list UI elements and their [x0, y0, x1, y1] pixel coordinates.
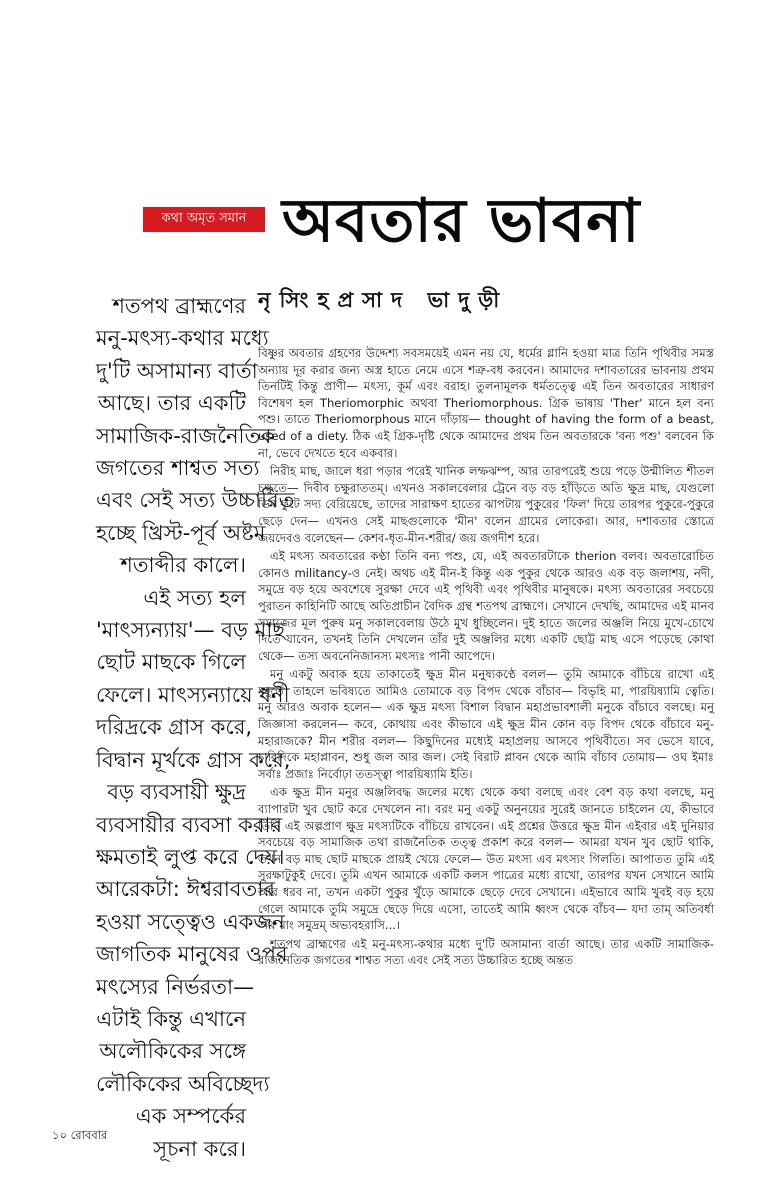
pull-quote-line: লৌকিকের অবিচ্ছেদ্য	[96, 1071, 270, 1096]
pull-quote-line: হচ্ছে খ্রিস্ট-পূর্ব অষ্টম	[96, 520, 266, 545]
pull-quote-line: এবং সেই সত্য উচ্চারিত	[96, 488, 295, 513]
body-paragraph: মনু একটু অবাক হয়ে তাকাতেই ক্ষুদ্র মীন মনুষ্যকণ্ঠে বলল— তুমি আমাকে বাঁচিয়ে রাখো এই মুহূর্তে। তাহলে ভবিষ্যতে আমিও তোমাকে বড় বিপদ থেকে বাঁচাব— বিভৃহি মা, পারয়িষ্যামি ত্বেতি। মনু আরও অবাক হলেন— এক ক্ষুদ্র মৎস্য বিশাল বিদ্বান মহাপ্রভাবশালী মনুকে বাঁচাবে বলছে। মনু জিজ্ঞাসা করলেন— কবে, কোথায় এবং কীভাবে এই ক্ষুদ্র মীন কোন বড় বিপদ থেকে বাঁচাবে মনু-মহারাজকে? মীন শরীর বলল— কিছুদিনের মধ্যেই মহাপ্রলয় আসবে পৃথিবীতে। সব ভেসে যাবে, চারিদিকে মহাপ্লাবন, শুধু জল আর জল। সেই বিরাট প্লাবন থেকে আমি বাঁচাব তোমায়— ওঘ ইমাঃ সর্বাঃ প্রজাঃ নির্বোঢ়া ততস্ত্বা পারয়িষ্যামি ইতি।	[258, 667, 714, 781]
pull-quote-line: শতাব্দীর কালে।	[120, 553, 246, 578]
pull-quote-line: এই সত্য হল	[143, 585, 246, 610]
pull-quote-line: বিদ্বান মূর্খকে গ্রাস করে,	[96, 747, 291, 772]
pull-quote-line: এক সম্পর্কের	[135, 1104, 246, 1129]
pull-quote-line: 'মাৎস্যন্যায়'— বড় মাছ	[96, 618, 286, 643]
body-paragraph: এক ক্ষুদ্র মীন মনুর অঞ্জলিবদ্ধ জলের মধ্যে থেকে কথা বলছে এবং বেশ বড় কথা বলছে, মনু ব্যাপারটা খুব ছোট করে দেখলেন না। বরং মনু একটু অনুনয়ের সুরেই জানতে চাইলেন যে, কীভাবে তিনি এই অল্পপ্রাণ ক্ষুদ্র মৎস্যটিকে বাঁচিয়ে রাখবেন। এই প্রশ্নের উত্তরে ক্ষুদ্র মীন এইবার এই দুনিয়ার সবচেয়ে বড় সামাজিক তথা রাজনৈতিক তত্ত্ব প্রকাশ করে বলল— আমরা যখন খুব ছোট থাকি, তখন বড় মাছ ছোট মাছকে প্রায়ই খেয়ে ফেলে— উত মৎস্য এব মৎস্যং গিলতি। আপাতত তুমি এই সুরক্ষাটুকুই দেবে। তুমি এখন আমাকে একটি কলস পাত্রের মধ্যে রাখো, তারপর যখন সেখানে আমি আর ধরব না, তখন একটা পুকুর খুঁড়ে আমাকে ছেড়ে দেবে সেখানে। এইভাবে আমি খুবই বড় হয়ে গেলে আমাকে তুমি সমুদ্রে ছেড়ে দিয়ে এসো, তাতেই আমি ধ্বংস থেকে বাঁচব— যদা তাম্ অতিবর্ধা অথ মাং সমুদ্রম্ অভ্যবহরাসি...।	[258, 785, 714, 933]
pull-quote-line: বড় ব্যবসায়ী ক্ষুদ্র	[107, 780, 246, 805]
pull-quote-line: ফেলে। মাৎস্যন্যায়ে ধনী	[96, 682, 290, 707]
page-footer: ১০ রোববার	[52, 1128, 108, 1142]
pull-quote-line: দু'টি অসামান্য বার্তা	[96, 358, 258, 383]
pull-quote-line: সামাজিক-রাজনৈতিক	[96, 423, 276, 448]
pull-quote-line: ছোট মাছকে গিলে	[96, 650, 246, 675]
section-tag: কথা অমৃত সমান	[143, 207, 265, 232]
pull-quote-line: জাগতিক মানুষের ওপর	[96, 942, 288, 967]
body-paragraph: বিষ্ণুর অবতার গ্রহণের উদ্দেশ্য সবসময়েই এমন নয় যে, ধর্মের গ্লানি হওয়া মাত্র তিনি পৃথিবীর সমস্ত অন্যায় দূর করার জন্য অস্ত্র হাতে নেমে এসে শত্রু-বধ করবেন। আমাদের দশাবতারের ভাবনায় প্রথম তিনটিই কিন্তু প্রাণী— মৎস্য, কূর্ম এবং বরাহ। তুলনামূলক ধর্মতত্ত্বে এই তিন অবতারের সাধারণ বিশেষণ হল Theriomorphic অথবা Theriomorphous. গ্রিক ভাষায় 'Ther' মানে হল বন্য পশু। তাতে Theriomorphous মানে দাঁড়ায়— thought of having the form of a beast, used of a diety. ঠিক এই গ্রিক-দৃষ্টি থেকে আমাদের প্রথম তিন অবতারকে 'বন্য পশু' বলবেন কি না, ভেবে দেখতে হবে একবার।	[258, 346, 714, 460]
article-headline: অবতার ভাবনা	[282, 186, 641, 256]
pull-quote-line: অলৌকিকের সঙ্গে	[99, 1039, 246, 1064]
pull-quote-line: মৎস্যের নির্ভরতা—	[96, 974, 255, 999]
pull-quote-line: শতপথ ব্রাহ্মণের	[112, 294, 246, 318]
pull-quote-line: সূচনা করে।	[153, 1136, 246, 1161]
pull-quote-line: দরিদ্রকে গ্রাস করে,	[96, 715, 253, 740]
body-paragraph: এই মৎস্য অবতারের কণ্ঠা তিনি বন্য পশু, যে, এই অবতারটাকে therion বলব। অবতারোচিত কোনও militancy-ও নেই। অথচ এই মীন-ই কিন্তু এক পুকুর থেকে আরও এক বড় জলাশয়, নদী, সমুদ্রে বড় হয়ে অবশেষে সুরক্ষা দেবে এই পৃথিবী এবং পৃথিবীর মানুষকে। মৎস্য অবতারের সবচেয়ে পুরাতন কাহিনিটি আছে অতিপ্রাচীন বৈদিক গ্রন্থ শতপথ ব্রাহ্মণে। সেখানে দেখছি, আমাদের এই মানব সমাজের মূল পুরুষ মনু সকালবেলায় উঠে মুখ ধুচ্ছিলেন। দুই হাতে জলের অঞ্জলি নিয়ে মুখে-চোখে দিতে যাবেন, তখনই তিনি দেখলেন তাঁর দুই অঞ্জলির মধ্যে একটি ছোট্ট মাছ এসে পড়েছে কোথা থেকে— তস্য অবনেনিজানস্য মৎস্যঃ পানী আপেদে।	[258, 549, 714, 663]
pull-quote-line: জগতের শাশ্বত সত্য	[96, 456, 260, 481]
pull-quote-line: আছে। তার একটি	[97, 391, 246, 416]
body-paragraph: নিরীহ মাছ, জালে ধরা পড়ার পরেই খানিক লম্ফঝম্প, আর তারপরেই শুয়ে পড়ে উন্মীলিত শীতল চক্ষুতে— দিবীব চক্ষুরাততম্। এখনও সকালবেলার ট্রেনে বড় বড় হাঁড়িতে অতি ক্ষুদ্র মাছ, যেগুলো ডিম ফুটে সদ্য বেরিয়েছে, তাদের সারাক্ষণ হাতের ঝাপটায় পুকুরের 'ফিল' দিয়ে তারপর পুকুরে-পুকুরে ছেড়ে দেন— এখনও সেই মাছগুলোকে 'মীন' বলেন গ্রামের লোকেরা। আর, দশাবতার স্তোত্রে জয়দেবও বলেছেন— কেশব-ধৃত-মীন-শরীর/ জয় জগদীশ হরে।	[258, 464, 714, 545]
pull-quote-line: হওয়া সত্ত্বেও একজন	[96, 909, 285, 934]
body-paragraph: শতপথ ব্রাহ্মণের এই মনু-মৎস্য-কথার মধ্যে দু'টি অসামান্য বার্তা আছে। তার একটি সামাজিক-রাজনৈতিক জগতের শাশ্বত সত্য এবং সেই সত্য উচ্চারিত হচ্ছে অন্তত	[258, 936, 714, 968]
pull-quote-line: মনু-মৎস্য-কথার মধ্যে	[96, 326, 269, 351]
pull-quote-line: এটাই কিন্তু এখানে	[96, 1006, 246, 1031]
article-body	[258, 345, 714, 971]
pull-quote-line: ক্ষমতাই লুপ্ত করে দেয়।	[96, 844, 285, 869]
pull-quote	[96, 290, 295, 1165]
pull-quote-line: আরেকটা: ঈশ্বরাবতার	[96, 877, 275, 902]
pull-quote-line: ব্যবসায়ীর ব্যবসা করার	[96, 812, 283, 837]
author-byline: নৃসিংহপ্রসাদ ভাদুড়ী	[258, 288, 509, 312]
